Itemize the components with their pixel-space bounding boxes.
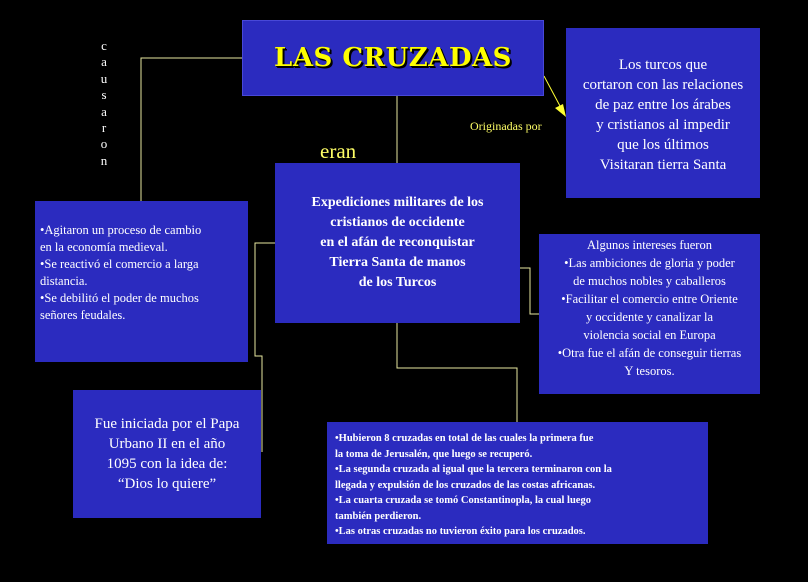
fact-item: •Hubieron 8 cruzadas en total de las cuales la primera fue la toma de Jerusalén, que luego se recuperó. (335, 433, 594, 460)
causaron-letter: n (100, 152, 108, 168)
interests-heading: Algunos intereses fueron (587, 238, 712, 252)
causaron-letter: a (101, 54, 107, 70)
originadas-label: Originadas por (470, 119, 542, 133)
causaron-letter: o (100, 136, 108, 152)
connector-bottom (397, 323, 517, 422)
interest-item: •Las ambiciones de gloria y poder de muchos nobles y caballeros (564, 256, 735, 288)
arrowhead-originadas (555, 104, 566, 117)
title-box (242, 20, 544, 96)
causaron-letter: u (100, 70, 108, 86)
effects-box (35, 201, 248, 362)
definition-text: Expediciones militares de los cristianos de occidente en el afán de reconquistar Tierra Santa de manos de los Turcos (311, 195, 484, 290)
page-title: LAS CRUZADAS (274, 43, 512, 73)
causaron-letter: a (101, 103, 107, 119)
interest-item: •Otra fue el afán de conseguir tierras Y tesoros. (557, 346, 742, 378)
causaron-letter: c (101, 38, 107, 53)
facts-list (335, 431, 704, 540)
interests-list (539, 236, 760, 380)
effect-item: •Agitaron un proceso de cambio en la economía medieval. (40, 223, 202, 254)
causaron-letter: r (101, 120, 107, 136)
cause-text: Los turcos que cortaron con las relaciones de paz entre los árabes y cristianos al impedir que los últimos Visitaran tierra Santa (582, 57, 744, 173)
origin-text: Fue iniciada por el Papa Urbano II en el año 1095 con la idea de: “Dios lo quiere” (94, 416, 240, 492)
connector-originadas (544, 76, 560, 106)
interest-item: •Facilitar el comercio entre Oriente y occidente y canalizar la violencia social en Europa (561, 292, 738, 342)
fact-item: •La segunda cruzada al igual que la tercera terminaron con la llegada y expulsión de los cruzados de las costas africanas. (335, 464, 612, 491)
definition-box (275, 163, 520, 323)
connector-right (520, 268, 539, 314)
effect-item: •Se debilitó el poder de muchos señores feudales. (40, 291, 199, 322)
causaron-letter: s (101, 87, 107, 103)
cause-box-turcos (566, 28, 760, 198)
causaron-label (97, 38, 111, 169)
effects-list (40, 222, 244, 324)
eran-label: eran (320, 139, 357, 163)
origin-box (73, 390, 261, 518)
effect-item: •Se reactivó el comercio a larga distancia. (40, 257, 199, 288)
interests-box (539, 234, 760, 394)
fact-item: •La cuarta cruzada se tomó Constantinopla, la cual luego también perdieron. (335, 495, 591, 522)
connector-causaron (141, 58, 242, 201)
fact-item: •Las otras cruzadas no tuvieron éxito para los cruzados. (335, 526, 586, 537)
crusades-facts-box (327, 422, 708, 544)
